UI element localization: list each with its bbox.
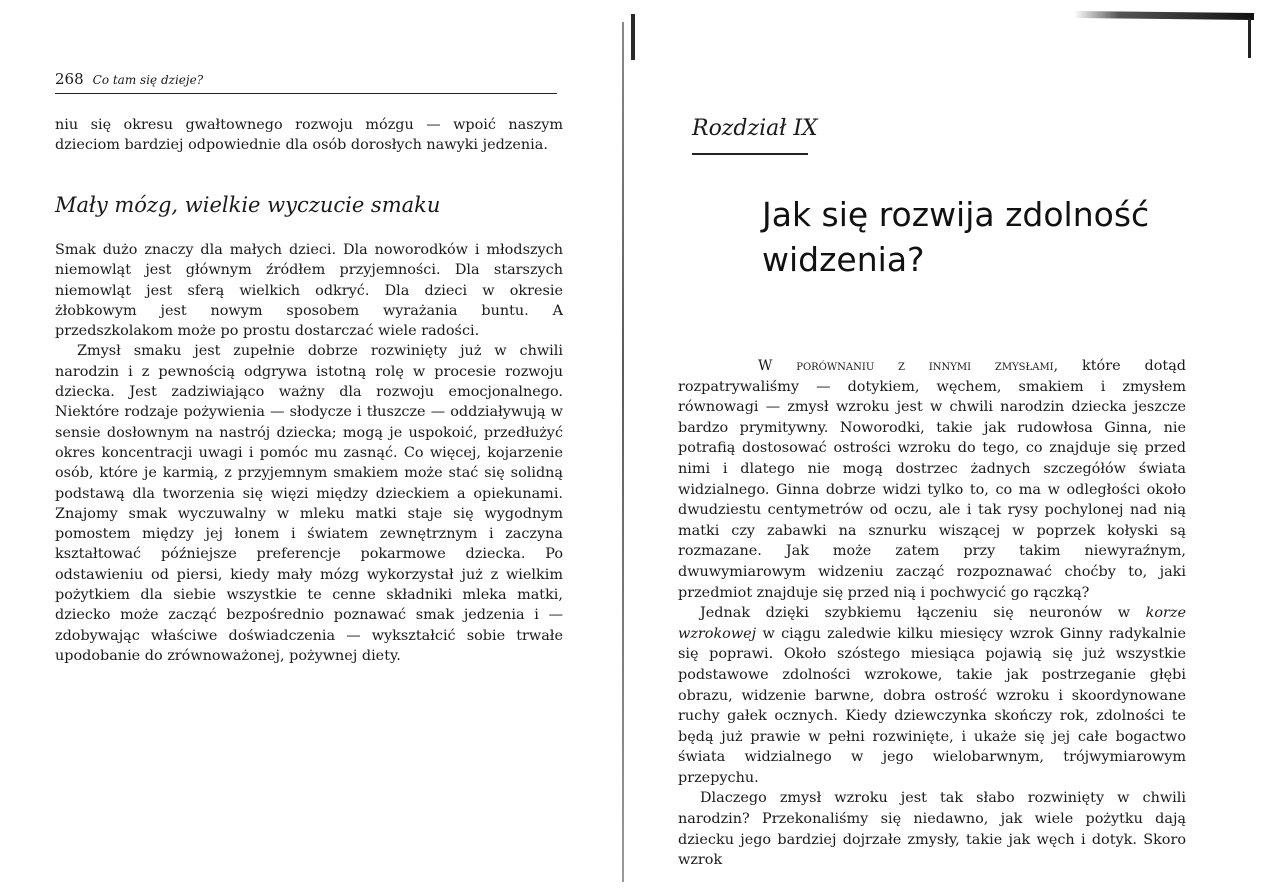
section-heading: Mały mózg, wielkie wyczucie smaku (55, 193, 441, 217)
paragraph (678, 356, 1186, 603)
right-body-text (678, 356, 1186, 871)
chapter-rule (692, 153, 808, 155)
paragraph: Smak dużo znaczy dla małych dzieci. Dla noworodków i młodszych niemowląt jest głównym źródłem przyjemności. Dla starszych niemowląt jest sferą wielkich odkryć. Dla dzieci w okresie żłobkowym jest nowym sposobem wyrażania buntu. A przedszkolakom może po prostu dostarczać wiele radości. (55, 242, 563, 340)
paragraph: Dlaczego zmysł wzroku jest tak słabo rozwinięty w chwili narodzin? Przekonaliśmy się niedawno, jak wiele pożytku dają dziecku jego bardziej dojrzałe zmysły, takie jak węch i dotyk. Skoro wzrok (678, 790, 1186, 869)
paragraph-text: w ciągu zaledwie kilku miesięcy wzrok Ginny radykalnie się poprawi. Około szóstego miesiąca pojawią się już wszystkie podstawowe zdolności wzrokowe, takie jak postrzeganie głębi obrazu, widzenie barwne, dobra ostrość wzroku i skoordynowane ruchy gałek ocznych. Kiedy dziewczynka skończy rok, zdolności te będą już prawie w pełni rozwinięte, i ukaże się jej całe bogactwo świata widzialnego w jego wielobarwnym, trójwymiarowym przepychu. (678, 625, 1186, 786)
paragraph-text: które dotąd rozpatrywaliśmy — dotykiem, węchem, smakiem i zmysłem równowagi — zmysł wzroku jest w chwili narodzin dziecka jeszcze bardzo prymitywny. Noworodki, takie jak rudowłosa Ginna, nie potrafią dostosować ostrości wzroku do tego, co znajduje się przed nimi i dlatego nie mogą dostrzec żadnych szczegółów świata widzialnego. Ginna dobrze widzi tylko to, co ma w odległości około dwudziestu centymetrów od oczu, ale i tak rysy pochylonej nad nią matki czy zabawki na sznurku wiszącej w poprzek kołyski są rozmazane. Jak może zatem przy takim niewyraźnym, dwuwymiarowym widzeniu zacząć rozpoznawać choćby to, jaki przedmiot znajduje się przed nią i pochwycić go rączką? (678, 358, 1186, 601)
running-title: Co tam się dzieje? (92, 73, 204, 87)
opening-smallcaps: W porównaniu z innymi zmysłami, (758, 358, 1059, 374)
gutter-shadow (622, 22, 624, 882)
left-body-text (55, 240, 563, 666)
italic-term: korze wzrokowej (678, 605, 1186, 642)
page-number: 268 (55, 70, 84, 88)
paragraph: Zmysł smaku jest zupełnie dobrze rozwinięty już w chwili narodzin i z pewnością odgrywa istotną rolę w procesie rozwoju dziecka. Jest zadziwiająco ważny dla rozwoju emocjonalnego. Niektóre rodzaje pożywienia — słodycze i tłuszcze — oddziaływują w sensie dosłownym na nastrój dziecka; mogą je uspokoić, przedłużyć okres koncentracji uwagi i pomóc mu zasnąć. Co więcej, kojarzenie osób, które je karmią, z przyjemnym smakiem może stać się solidną podstawą dla tworzenia się więzi między dzieckiem a opiekunami. Znajomy smak wyczuwalny w mleku matki staje się wygodnym pomostem między jej łonem i światem zewnętrznym i zaczyna kształtować późniejsze preferencje pokarmowe dziecka. Po odstawieniu od piersi, kiedy mały mózg wykorzystał już z wielkim pożytkiem dla siebie wszystkie te cenne składniki mleka matki, dziecko może zacząć bezpośrednio poznawać smak jedzenia i — zdobywając właściwe doświadczenia — wykształcić sobie trwałe upodobanie do zrównoważonej, pożywnej diety. (55, 343, 563, 664)
chapter-label: Rozdział IX (692, 116, 818, 141)
paragraph-text: Jednak dzięki szybkiemu łączeniu się neuronów w (700, 605, 1146, 622)
gutter-scan-mark (631, 14, 635, 60)
scan-edge-artifact (1074, 11, 1254, 20)
left-intro-text (55, 115, 563, 156)
header-rule (55, 93, 557, 94)
paragraph (678, 603, 1186, 788)
scan-edge-artifact-corner (1248, 18, 1251, 58)
chapter-title: Jak się rozwija zdolność widzenia? (762, 195, 1150, 279)
intro-paragraph: niu się okresu gwałtownego rozwoju mózgu — wpoić naszym dzieciom bardziej odpowiednie dla osób dorosłych nawyki jedzenia. (55, 117, 563, 154)
running-head (55, 70, 555, 89)
